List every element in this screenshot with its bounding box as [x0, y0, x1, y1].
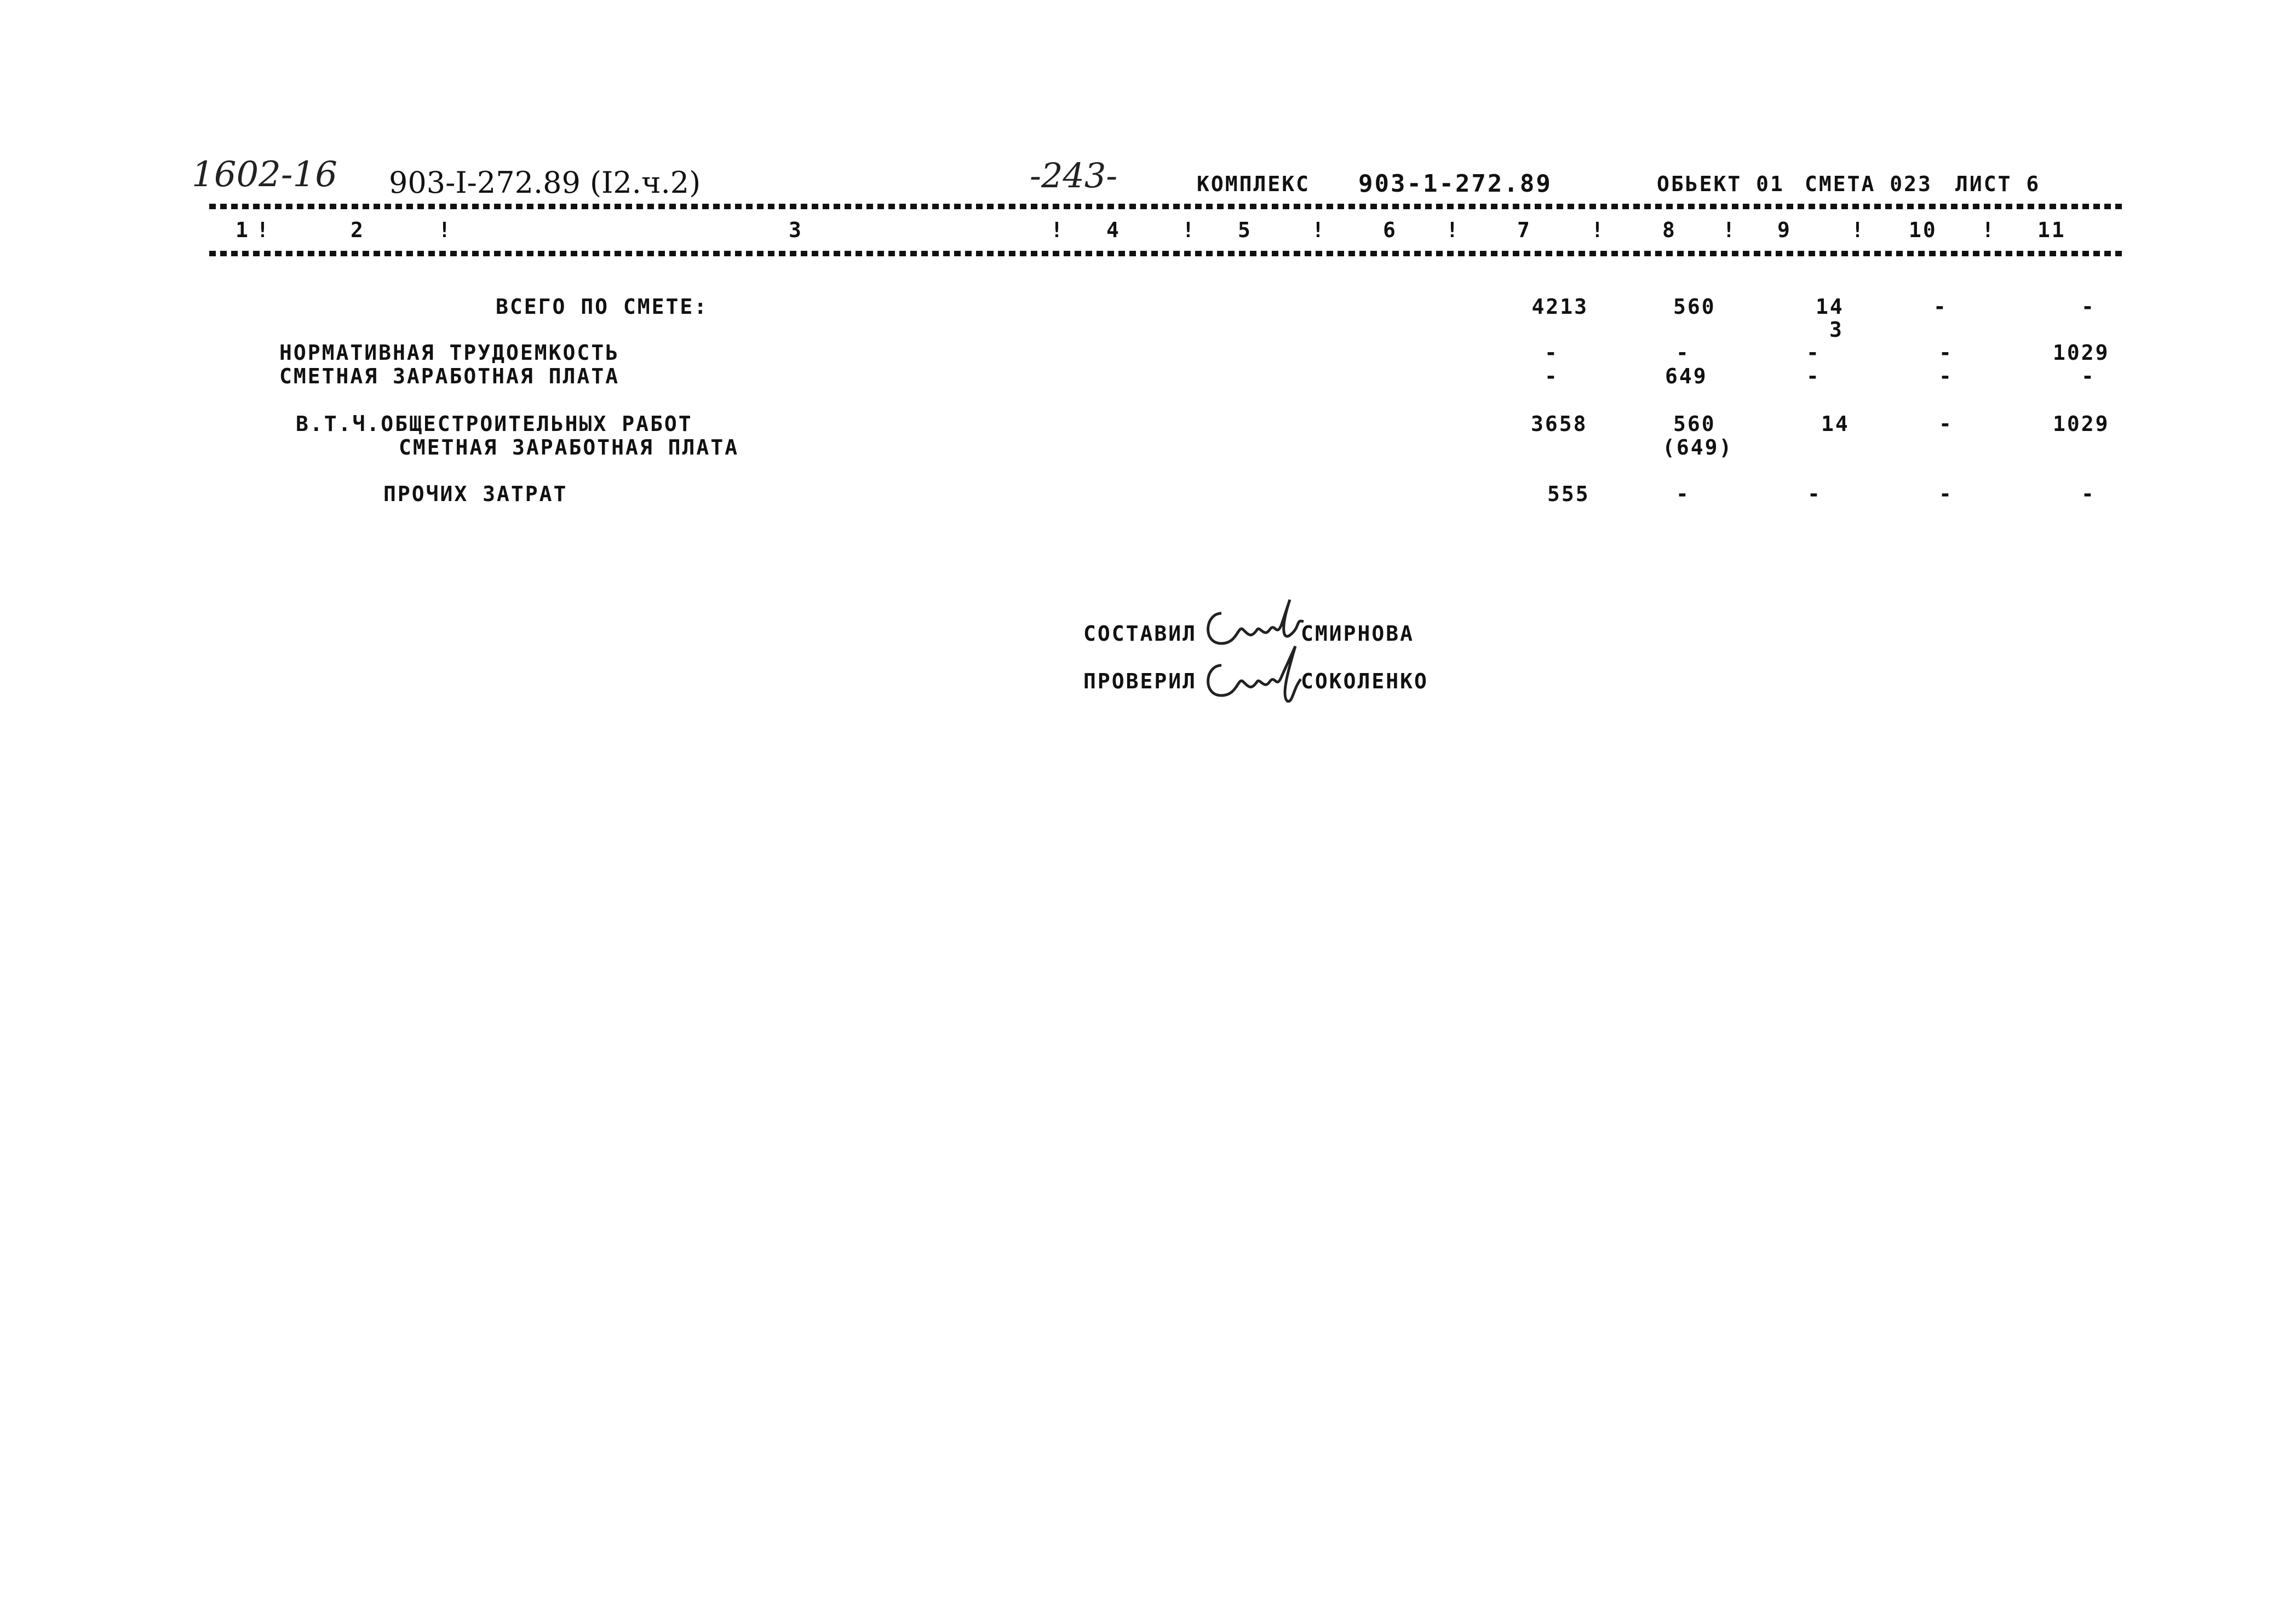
col-2: 2 — [351, 218, 365, 242]
wage-label: СМЕТНАЯ ЗАРАБОТНАЯ ПЛАТА — [279, 364, 620, 388]
wage-col11: - — [2081, 364, 2096, 388]
labor-col9: - — [1806, 341, 1821, 365]
col-separator: ! — [438, 218, 452, 242]
labor-col8: - — [1676, 341, 1690, 365]
total-col11: - — [2081, 295, 2096, 319]
col-5: 5 — [1238, 218, 1252, 242]
general-col11: 1029 — [2053, 412, 2110, 436]
labor-col11: 1029 — [2053, 341, 2110, 365]
total-col8: 560 — [1673, 295, 1716, 319]
other-col9: - — [1807, 482, 1822, 506]
page-number: -243- — [1030, 156, 1118, 196]
wage-col7: - — [1545, 364, 1559, 388]
col-separator: ! — [1982, 218, 1996, 242]
col-separator: ! — [1446, 218, 1460, 242]
general-col7: 3658 — [1531, 412, 1588, 436]
compiled-by-label: СОСТАВИЛ — [1083, 622, 1197, 646]
checked-by-name: СОКОЛЕНКО — [1301, 669, 1428, 693]
general-wage-col8: (649) — [1662, 435, 1734, 459]
other-col7: 555 — [1547, 482, 1590, 506]
total-col7: 4213 — [1531, 295, 1588, 319]
wage-col8: 649 — [1665, 364, 1708, 388]
col-1: 1 — [236, 218, 250, 242]
handwritten-code: 1602-16 — [192, 154, 337, 195]
general-col9: 14 — [1821, 412, 1850, 436]
other-col8: - — [1676, 482, 1690, 506]
col-7: 7 — [1517, 218, 1531, 242]
col-11: 11 — [2037, 218, 2066, 242]
col-separator: ! — [1182, 218, 1196, 242]
col-8: 8 — [1662, 218, 1677, 242]
object-number: ОБЬЕКТ 01 — [1657, 172, 1784, 196]
col-separator: ! — [1051, 218, 1065, 242]
col-6: 6 — [1383, 218, 1397, 242]
col-separator: ! — [1851, 218, 1866, 242]
col-10: 10 — [1909, 218, 1937, 242]
general-col10: - — [1939, 412, 1953, 436]
wage-col10: - — [1939, 364, 1953, 388]
checked-by-label: ПРОВЕРИЛ — [1083, 669, 1197, 693]
total-col9-extra: 3 — [1829, 318, 1844, 342]
sheet-number: ЛИСТ 6 — [1955, 172, 2041, 196]
col-separator: ! — [1723, 218, 1737, 242]
general-col8: 560 — [1673, 412, 1716, 436]
labor-label: НОРМАТИВНАЯ ТРУДОЕМКОСТЬ — [279, 341, 620, 365]
col-3: 3 — [789, 218, 803, 242]
labor-col7: - — [1545, 341, 1559, 365]
other-col11: - — [2081, 482, 2096, 506]
complex-label: КОМПЛЕКС — [1197, 172, 1311, 196]
total-col9: 14 — [1816, 295, 1844, 319]
checked-signature — [1199, 641, 1309, 706]
wage-col9: - — [1806, 364, 1821, 388]
labor-col10: - — [1939, 341, 1953, 365]
complex-code: 903-1-272.89 — [1358, 170, 1552, 198]
top-rule — [209, 204, 2126, 209]
general-wage-label: СМЕТНАЯ ЗАРАБОТНАЯ ПЛАТА — [399, 435, 739, 459]
compiled-by-name: СМИРНОВА — [1301, 622, 1415, 646]
general-label: В.Т.Ч.ОБЩЕСТРОИТЕЛЬНЫХ РАБОТ — [296, 412, 693, 436]
total-label: ВСЕГО ПО СМЕТЕ: — [496, 295, 709, 319]
total-col10: - — [1933, 295, 1948, 319]
col-separator: ! — [1312, 218, 1326, 242]
col-9: 9 — [1777, 218, 1792, 242]
col-4: 4 — [1106, 218, 1121, 242]
other-label: ПРОЧИХ ЗАТРАТ — [383, 482, 568, 506]
smeta-number: СМЕТА 023 — [1805, 172, 1932, 196]
header-bottom-rule — [209, 251, 2126, 256]
document-code: 903-I-272.89 (I2.ч.2) — [389, 165, 701, 200]
other-col10: - — [1939, 482, 1953, 506]
col-separator: ! — [1591, 218, 1605, 242]
col-separator: ! — [256, 218, 271, 242]
